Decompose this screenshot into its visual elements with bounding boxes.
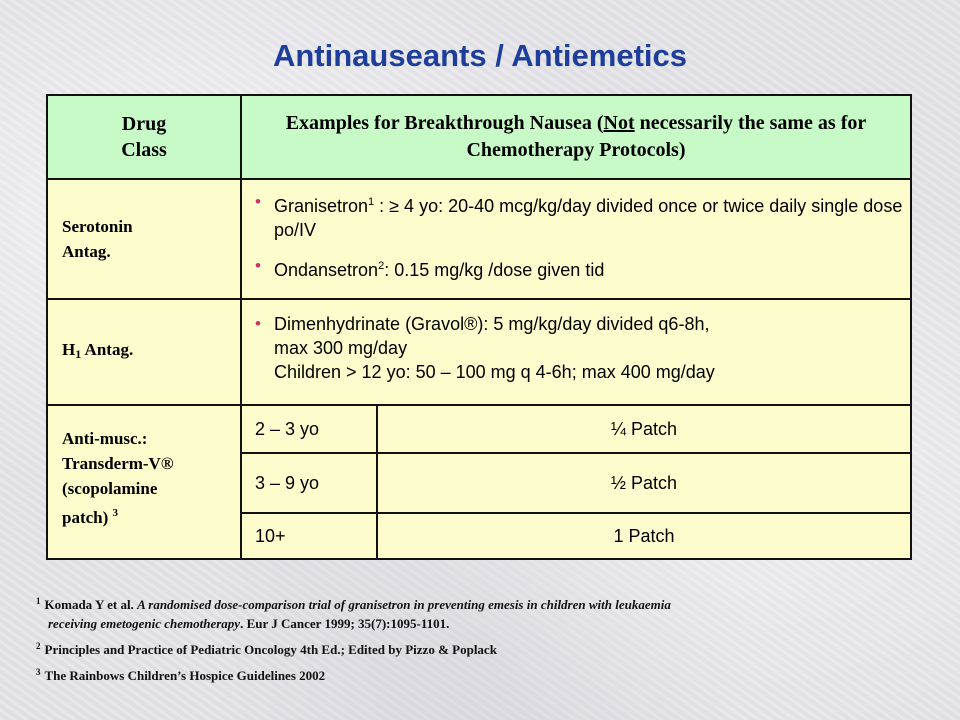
list-item-dimenhydrinate: • Dimenhydrinate (Gravol®): 5 mg/kg/day divided q6-8h, max 300 mg/day Children > 12 yo: 50 – 100 mg q 4-6h; max 400 mg/day xyxy=(255,312,910,384)
header-drug-class-line1: Drug xyxy=(121,113,167,135)
age-cell: 3 – 9 yo xyxy=(242,454,378,514)
reference-1: $^1$ Komada Y et al. A randomised dose-comparison trial of granisetron in preventing emesis in children with leukaemia receiving emetogenic chemotherapy. Eur J Cancer 1999; 35(7):1095-1101. xyxy=(36,596,671,631)
list-item-ondansetron: • Ondansetron$^2$: 0.15 mg/kg /dose given tid xyxy=(255,254,910,282)
header-examples xyxy=(242,96,910,180)
class-h1-antag: $H_1$ Antag. xyxy=(48,300,242,406)
dose-cell: 1 Patch xyxy=(613,525,675,546)
reference-3: $^3$ The Rainbows Children’s Hospice Guidelines 2002 xyxy=(36,667,326,683)
references xyxy=(36,592,916,689)
age-cell: 2 – 3 yo xyxy=(242,406,378,454)
reference-2: $^2$ Principles and Practice of Pediatric Oncology 4th Ed.; Edited by Pizzo & Poplack xyxy=(36,641,497,657)
header-drug-class-line2: Class xyxy=(121,139,167,161)
header-examples-text: Examples for Breakthrough Nausea (Not necessarily the same as for Chemotherapy Protocols) xyxy=(285,112,867,161)
list-item-granisetron: • Granisetron$^1$ : ≥ 4 yo: 20-40 mcg/kg/day divided once or twice daily single dose po/IV xyxy=(255,190,910,242)
class-anti-musc: Anti-musc.: Transderm-V® (scopolamine patch) $^3$ xyxy=(48,406,242,558)
examples-serotonin xyxy=(242,180,910,300)
dose-cell: ½ Patch xyxy=(378,454,910,514)
age-cell: 10+ xyxy=(242,514,378,558)
examples-h1 xyxy=(242,300,910,406)
class-serotonin: Serotonin Antag. xyxy=(48,180,242,300)
antiemetics-table xyxy=(46,94,912,560)
header-drug-class xyxy=(48,96,242,180)
dose-cell: ¼ Patch xyxy=(378,406,910,454)
slide-title: Antinauseants / Antiemetics xyxy=(272,38,687,73)
